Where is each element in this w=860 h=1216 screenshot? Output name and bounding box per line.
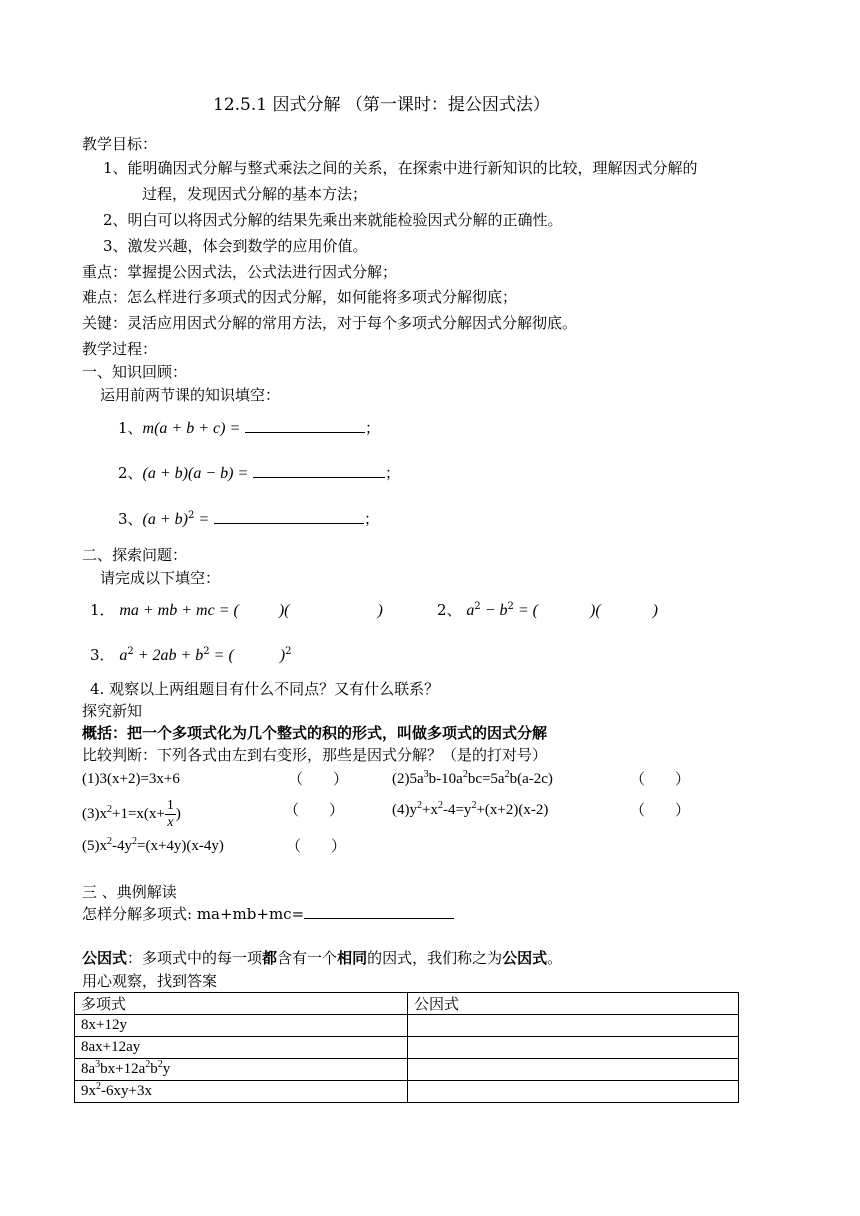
explore-q1-number: 1． xyxy=(90,601,115,619)
judge-i2-e2: 2 xyxy=(462,769,468,780)
review-q3-equals: = xyxy=(194,511,210,528)
judge-item-5-checkbox[interactable]: （ ） xyxy=(286,837,347,855)
review-q2-semicolon: ； xyxy=(385,464,401,482)
r4-a: 9x xyxy=(81,1083,96,1099)
r3-b: bx+12a xyxy=(100,1061,146,1077)
explore-q2-a: a xyxy=(466,602,475,619)
explore-q3-close: ) xyxy=(279,647,286,664)
explore-q2-close: ) xyxy=(652,602,658,619)
explore-q3-number: 3． xyxy=(90,646,115,664)
goal-item-3: 3、激发兴趣，体会到数学的应用价值。 xyxy=(103,237,368,255)
judge-item-2-checkbox[interactable]: （ ） xyxy=(630,770,691,788)
judge-i2-b: b-10a xyxy=(428,771,463,787)
judge-i2-d: b(a-2c) xyxy=(509,771,553,787)
section3-question-text: 怎样分解多项式: ma+mb+mc= xyxy=(82,905,305,923)
judge-i5-e2: 2 xyxy=(132,836,137,847)
judge-i2-e3: 2 xyxy=(504,769,510,780)
explore-q1-separator: )( xyxy=(278,602,290,619)
review-q3-semicolon: ； xyxy=(363,510,379,528)
def-bold-1: 都 xyxy=(262,949,278,967)
observe-instruction: 用心观察，找到答案 xyxy=(82,972,218,990)
process-heading: 教学过程： xyxy=(82,340,158,358)
judge-item-5 xyxy=(82,836,224,856)
judge-i3-denominator: x xyxy=(167,815,174,830)
section1-intro: 运用前两节课的知识填空： xyxy=(100,386,281,404)
explore-q2-minus: − xyxy=(480,602,500,619)
judge-item-4 xyxy=(392,800,548,820)
def-label: 公因式 xyxy=(82,949,128,967)
judge-i3-e1: 2 xyxy=(107,803,112,815)
r3-a: 8a xyxy=(81,1061,96,1077)
review-q2-number: 2、 xyxy=(118,464,143,482)
def-text-4: 。 xyxy=(547,949,563,967)
review-question-3 xyxy=(118,509,379,530)
explore-q2-separator: )( xyxy=(590,602,601,619)
r3-c: b xyxy=(150,1061,158,1077)
def-text-2: 含有一个 xyxy=(277,949,338,967)
review-question-1 xyxy=(118,418,380,439)
r3-e2: 2 xyxy=(145,1059,151,1070)
row2-polynomial: 8ax+12ay xyxy=(75,1037,408,1059)
review-q3-number: 3、 xyxy=(118,510,143,528)
header-polynomial: 多项式 xyxy=(75,993,408,1015)
section3-question xyxy=(82,904,454,924)
judge-i4-d: +(x+2)(x-2) xyxy=(476,802,549,818)
r4-b: -6xy+3x xyxy=(101,1083,152,1099)
explore-q3-outer-exponent: 2 xyxy=(285,646,292,657)
review-q1-answer-blank[interactable] xyxy=(245,418,365,433)
def-text-1: ：多项式中的每一项 xyxy=(127,949,263,967)
section1-heading: 一、知识回顾： xyxy=(82,363,188,381)
judge-item-4-checkbox[interactable]: （ ） xyxy=(630,801,691,819)
judge-i4-e2: 2 xyxy=(437,800,443,811)
r3-e3: 2 xyxy=(157,1059,163,1070)
judge-i5-a: (5)x xyxy=(82,838,107,854)
difficulty-line: 难点：怎么样进行多项式的因式分解，如何能将多项式分解彻底； xyxy=(82,288,518,306)
review-q1-semicolon: ； xyxy=(365,419,381,437)
judge-item-3-checkbox[interactable]: （ ） xyxy=(284,801,345,819)
judge-i4-b: +x xyxy=(422,802,438,818)
table-row xyxy=(75,1081,739,1103)
def-bold-2: 相同 xyxy=(337,949,368,967)
explore-q3-middle: + 2ab + b xyxy=(133,647,204,664)
judge-i4-c: -4=y xyxy=(442,802,472,818)
row4-polynomial xyxy=(75,1081,408,1103)
page-title: 12.5.1 因式分解 （第一课时：提公因式法） xyxy=(213,95,550,115)
review-question-2 xyxy=(118,463,400,484)
explore-q3-b-exponent: 2 xyxy=(203,646,210,657)
table-header-row xyxy=(75,993,739,1015)
r3-d: y xyxy=(162,1061,171,1077)
explore-q3-a-exponent: 2 xyxy=(127,646,134,657)
goal-item-1: 1、能明确因式分解与整式乘法之间的关系，在探索中进行新知识的比较，理解因式分解的 xyxy=(103,159,698,177)
row3-answer-cell[interactable] xyxy=(408,1059,739,1081)
review-q2-answer-blank[interactable] xyxy=(253,463,385,478)
section3-heading: 三 、典例解读 xyxy=(82,883,177,901)
judge-item-1-checkbox[interactable]: （ ） xyxy=(288,770,349,788)
goal-item-1-cont: 过程，发现因式分解的基本方法； xyxy=(142,185,368,203)
r3-e1: 3 xyxy=(95,1059,101,1070)
explore-question-2 xyxy=(437,600,658,621)
explore-q2-b-exponent: 2 xyxy=(507,601,514,612)
explore-q1-close: ) xyxy=(377,602,383,619)
explore-question-4: 4. 观察以上两组题目有什么不同点？又有什么联系？ xyxy=(90,680,440,698)
review-q3-answer-blank[interactable] xyxy=(214,509,364,524)
row4-answer-cell[interactable] xyxy=(408,1081,739,1103)
judge-i3-a: (3)x xyxy=(82,805,107,822)
review-q1-number: 1、 xyxy=(118,419,143,437)
r4-e1: 2 xyxy=(96,1081,101,1092)
key-line: 关键：灵活应用因式分解的常用方法，对于每个多项式分解因式分解彻底。 xyxy=(82,314,578,332)
table-row xyxy=(75,1037,739,1059)
judge-i3-c: ) xyxy=(175,805,181,822)
explore-question-3 xyxy=(90,645,292,666)
explore-q2-a-exponent: 2 xyxy=(474,601,481,612)
judge-i5-e1: 2 xyxy=(107,836,112,847)
section3-answer-blank[interactable] xyxy=(304,904,454,919)
explore-question-1 xyxy=(90,600,383,621)
judge-i5-c: =(x+4y)(x-4y) xyxy=(137,838,224,854)
explore-q1-expression: ma + mb + mc = ( xyxy=(119,602,239,619)
explore-q2-equals: = ( xyxy=(513,602,538,619)
section2-heading: 二、探索问题： xyxy=(82,546,188,564)
judge-i3-fraction xyxy=(165,798,176,831)
table-row xyxy=(75,1059,739,1081)
review-q2-expression: (a + b)(a − b) = xyxy=(142,465,249,482)
header-common-factor: 公因式 xyxy=(408,993,739,1015)
focus-line: 重点：掌握提公因式法，公式法进行因式分解； xyxy=(82,263,398,281)
judge-heading: 比较判断：下列各式由左到右变形，那些是因式分解？（是的打对号） xyxy=(82,746,548,764)
row2-answer-cell[interactable] xyxy=(408,1037,739,1059)
judge-i4-e1: 2 xyxy=(417,800,422,811)
judge-i3-numerator: 1 xyxy=(166,798,174,813)
judge-i3-b: +1=x(x+ xyxy=(112,805,165,822)
judge-item-3 xyxy=(82,798,181,831)
judge-i4-a: (4)y xyxy=(392,802,417,818)
judge-item-1: (1)3(x+2)=3x+6 xyxy=(82,771,180,787)
judge-item-2 xyxy=(392,769,553,789)
new-knowledge-heading: 探究新知 xyxy=(82,702,143,720)
table-row xyxy=(75,1015,739,1037)
judge-i2-c: bc=5a xyxy=(467,771,505,787)
summary-definition: 概括：把一个多项式化为几个整式的积的形式，叫做多项式的因式分解 xyxy=(82,724,548,742)
review-q3-expression: (a + b) xyxy=(142,511,188,528)
explore-q3-equals: = ( xyxy=(209,647,234,664)
row3-polynomial xyxy=(75,1059,408,1081)
review-q1-expression: m(a + b + c) = xyxy=(142,420,241,437)
common-factor-table xyxy=(74,992,739,1103)
judge-i2-e1: 3 xyxy=(423,769,429,780)
explore-q2-b: b xyxy=(499,602,508,619)
explore-q3-a: a xyxy=(119,647,128,664)
def-bold-3: 公因式 xyxy=(502,949,548,967)
judge-i2-a: (2)5a xyxy=(392,771,424,787)
common-factor-definition xyxy=(82,948,562,968)
explore-q2-number: 2、 xyxy=(437,601,462,619)
def-text-3: 的因式，我们称之为 xyxy=(367,949,503,967)
row1-answer-cell[interactable] xyxy=(408,1015,739,1037)
judge-i4-e3: 2 xyxy=(471,800,477,811)
goals-heading: 教学目标： xyxy=(82,135,158,153)
judge-i5-b: -4y xyxy=(112,838,132,854)
row1-polynomial: 8x+12y xyxy=(75,1015,408,1037)
review-q3-exponent: 2 xyxy=(188,510,195,521)
section2-intro: 请完成以下填空： xyxy=(100,569,221,587)
goal-item-2: 2、明白可以将因式分解的结果先乘出来就能检验因式分解的正确性。 xyxy=(103,211,563,229)
